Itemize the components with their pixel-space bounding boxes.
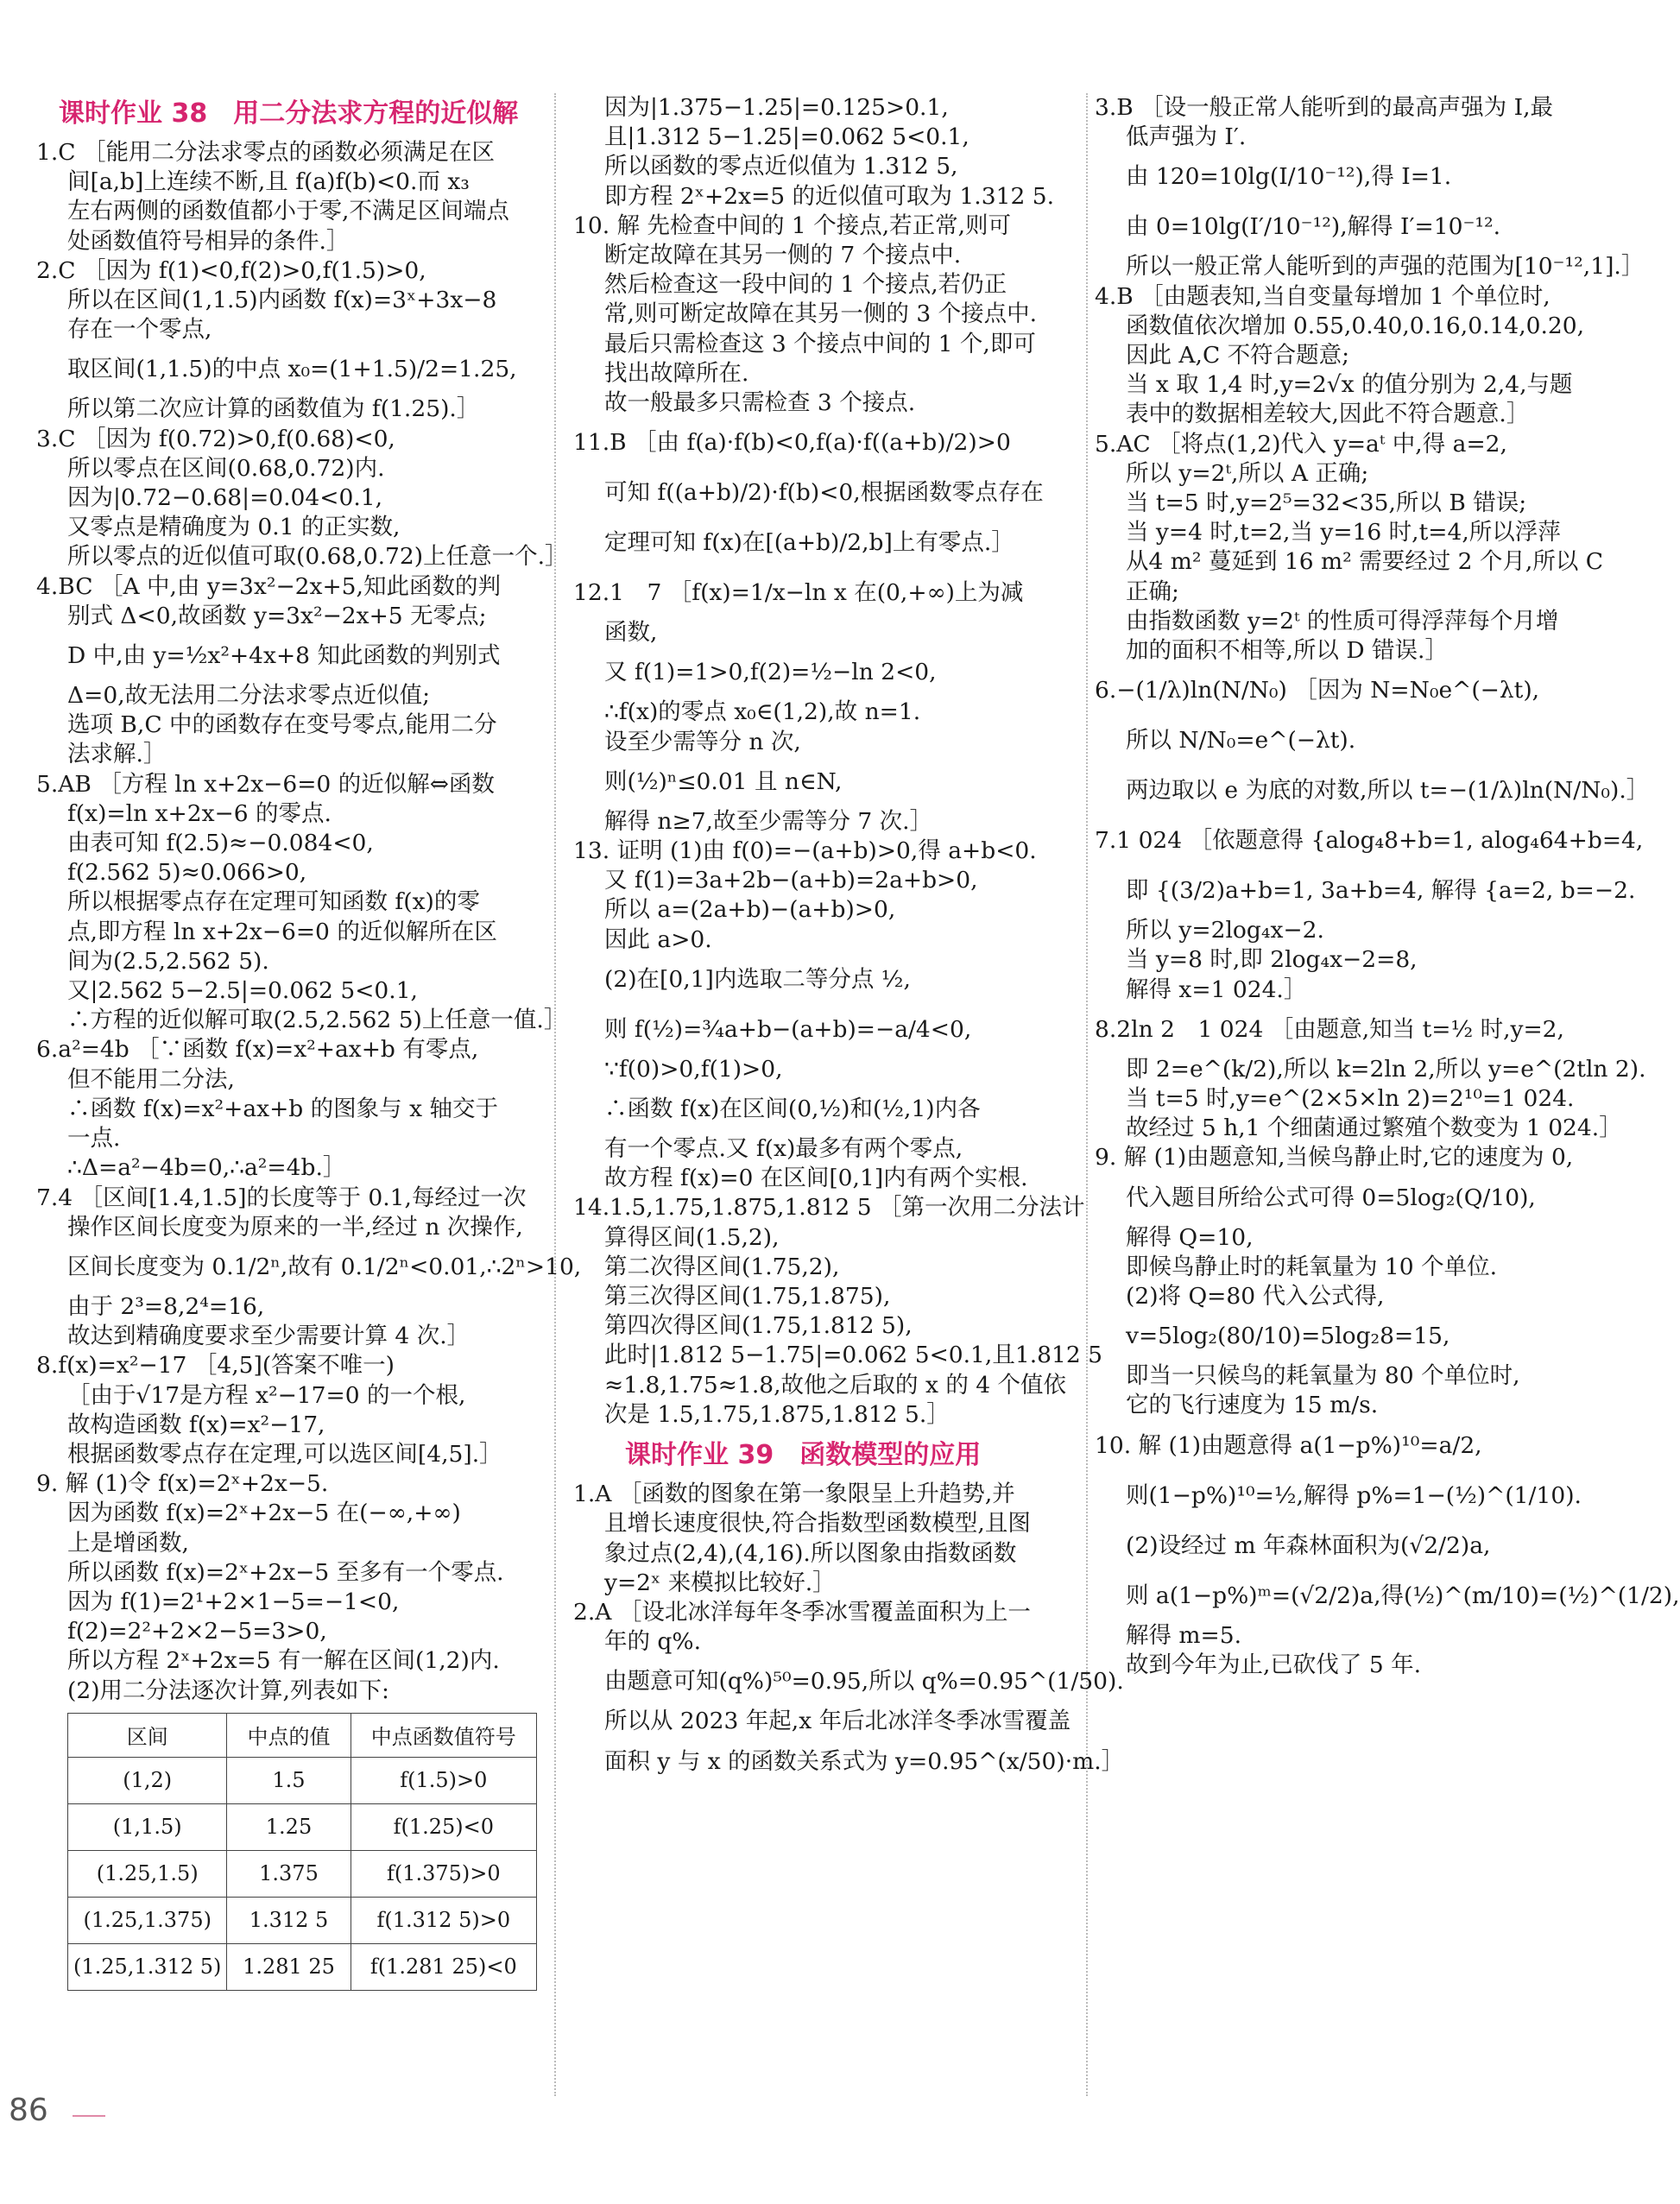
text-line: 由表可知 f(2.5)≈−0.084<0, — [67, 830, 374, 857]
table-cell: f(1.25)<0 — [351, 1803, 536, 1850]
column-divider — [554, 93, 556, 2096]
text-line: ∴f(x)的零点 x₀∈(1,2),故 n=1. — [604, 698, 921, 726]
text-line: 7.1 024 ［依题意得 {alog₄8+b=1, alog₄64+b=4, — [1095, 827, 1644, 855]
text-line: (2)用二分法逐次计算,列表如下: — [67, 1677, 389, 1704]
text-line: 所以 N/N₀=e^(−λt). — [1126, 727, 1356, 755]
text-line: 14.1.5,1.75,1.875,1.812 5 ［第一次用二分法计 — [573, 1194, 1085, 1222]
column-right — [1095, 93, 1680, 1680]
text-line: 当 t=5 时,y=e^(2×5×ln 2)=2¹⁰=1 024. — [1126, 1085, 1575, 1113]
text-line: 所以函数的零点近似值为 1.312 5, — [604, 153, 958, 180]
text-line: v=5log₂(80/10)=5log₂8=15, — [1126, 1323, 1450, 1350]
text-line: 低声强为 I′. — [1126, 123, 1247, 151]
text-line: 正确; — [1126, 578, 1179, 605]
text-line: 10. 解 (1)由题意得 a(1−p%)¹⁰=a/2, — [1095, 1431, 1482, 1459]
text-line: f(2)=2²+2×2−5=3>0, — [67, 1618, 327, 1645]
text-line: 故到今年为止,已砍伐了 5 年. — [1126, 1651, 1422, 1678]
text-line: 一点. — [67, 1125, 121, 1153]
text-line: 间[a,b]上连续不断,且 f(a)f(b)<0.而 x₃ — [67, 168, 470, 196]
text-line: 5.AB ［方程 ln x+2x−6=0 的近似解⇔函数 — [36, 770, 495, 798]
table-cell: 1.25 — [227, 1803, 351, 1850]
table-cell: (1,1.5) — [68, 1803, 227, 1850]
text-line: 即候鸟静止时的耗氧量为 10 个单位. — [1126, 1253, 1497, 1280]
text-line: 年的 q%. — [604, 1628, 701, 1656]
text-line: D 中,由 y=½x²+4x+8 知此函数的判别式 — [67, 642, 501, 670]
table-cell: 1.312 5 — [227, 1897, 351, 1943]
text-line: 又|2.562 5−2.5|=0.062 5<0.1, — [67, 977, 418, 1005]
text-line: 常,则可断定故障在其另一侧的 3 个接点中. — [604, 300, 1038, 328]
text-line: 则 a(1−p%)ᵐ=(√2/2)a,得(½)^(m/10)=(½)^(1/2), — [1126, 1582, 1680, 1609]
text-line: 且增长速度很快,符合指数型函数模型,且图 — [604, 1510, 1031, 1538]
page-number: 86 — [9, 2093, 48, 2128]
text-line: (2)在[0,1]内选取二等分点 ½, — [604, 965, 911, 993]
table-row — [68, 1943, 537, 1990]
text-line: 象过点(2,4),(4,16).所以图象由指数函数 — [604, 1539, 1017, 1567]
table-cell: 1.5 — [227, 1757, 351, 1803]
table-header-cell: 中点函数值符号 — [351, 1713, 536, 1757]
answers-38 — [36, 138, 582, 1706]
text-line: (2)将 Q=80 代入公式得, — [1126, 1283, 1385, 1310]
table-row — [68, 1897, 537, 1943]
text-line: 所以根据零点存在定理可知函数 f(x)的零 — [67, 888, 480, 916]
text-line: 故方程 f(x)=0 在区间[0,1]内有两个实根. — [604, 1165, 1028, 1192]
table-cell: f(1.281 25)<0 — [351, 1943, 536, 1990]
text-line: 5.AC ［将点(1,2)代入 y=aᵗ 中,得 a=2, — [1095, 430, 1507, 458]
text-line: 区间长度变为 0.1/2ⁿ,故有 0.1/2ⁿ<0.01,∴2ⁿ>10, — [67, 1253, 582, 1280]
text-line: 然后检查这一段中间的 1 个接点,若仍正 — [604, 271, 1007, 299]
text-line: 有一个零点.又 f(x)最多有两个零点, — [604, 1135, 963, 1163]
text-line: 6.a²=4b ［∵函数 f(x)=x²+ax+b 有零点, — [36, 1036, 479, 1064]
text-line: 最后只需检查这 3 个接点中间的 1 个,即可 — [604, 330, 1036, 357]
text-line: 由 0=10lg(I′/10⁻¹²),解得 I′=10⁻¹². — [1126, 213, 1501, 241]
text-line: y=2ˣ 来模拟比较好.］ — [604, 1569, 836, 1596]
text-line: 所以 y=2log₄x−2. — [1126, 917, 1324, 944]
column-left — [36, 93, 582, 1991]
answers-39 — [573, 1480, 1125, 1786]
text-line: 6.−(1/λ)ln(N/N₀) ［因为 N=N₀e^(−λt), — [1095, 677, 1540, 704]
text-line: 3.B ［设一般正常人能听到的最高声强为 I,最 — [1095, 94, 1553, 121]
text-line: 1.A ［函数的图象在第一象限呈上升趋势,并 — [573, 1481, 1015, 1508]
table-header-cell: 区间 — [68, 1713, 227, 1757]
text-line: 定理可知 f(x)在[(a+b)/2,b]上有零点.］ — [604, 529, 1014, 557]
text-line: 取区间(1,1.5)的中点 x₀=(1+1.5)/2=1.25, — [67, 356, 517, 383]
text-line: 9. 解 (1)由题意知,当候鸟静止时,它的速度为 0, — [1095, 1144, 1574, 1171]
text-line: 当 y=4 时,t=2,当 y=16 时,t=4,所以浮萍 — [1126, 519, 1561, 546]
text-line: 找出故障所在. — [604, 359, 749, 387]
text-line: 8.f(x)=x²−17 ［4,5](答案不唯一) — [36, 1352, 395, 1380]
text-line: 12.1 7 ［f(x)=1/x−ln x 在(0,+∞)上为减 — [573, 579, 1024, 607]
text-line: 所以零点的近似值可取(0.68,0.72)上任意一个.］ — [67, 543, 568, 571]
text-line: 面积 y 与 x 的函数关系式为 y=0.95^(x/50)·m.］ — [604, 1747, 1125, 1775]
table-cell: f(1.312 5)>0 — [351, 1897, 536, 1943]
text-line: 函数值依次增加 0.55,0.40,0.16,0.14,0.20, — [1126, 312, 1585, 339]
text-line: 当 t=5 时,y=2⁵=32<35,所以 B 错误; — [1126, 489, 1527, 517]
text-line: 所以 y=2ᵗ,所以 A 正确; — [1126, 459, 1369, 487]
text-line: 但不能用二分法, — [67, 1065, 235, 1093]
table-cell: (1.25,1.312 5) — [68, 1943, 227, 1990]
text-line: 又 f(1)=1>0,f(2)=½−ln 2<0, — [604, 659, 937, 686]
text-line: 当 x 取 1,4 时,y=2√x 的值分别为 2,4,与题 — [1126, 371, 1573, 399]
text-line: 操作区间长度变为原来的一半,经过 n 次操作, — [67, 1213, 523, 1241]
text-line: 根据函数零点存在定理,可以选区间[4,5].］ — [67, 1440, 502, 1468]
text-line: 8.2ln 2 1 024 ［由题意,知当 t=½ 时,y=2, — [1095, 1015, 1564, 1043]
text-line: 即当一只候鸟的耗氧量为 80 个单位时, — [1126, 1362, 1520, 1390]
text-line: 所以 a=(2a+b)−(a+b)>0, — [604, 896, 896, 924]
text-line: 由 120=10lg(I/10⁻¹²),得 I=1. — [1126, 163, 1452, 191]
text-line: 又零点是精确度为 0.1 的正实数, — [67, 514, 401, 541]
text-line: 因此 a>0. — [604, 925, 712, 953]
text-line: 算得区间(1.5,2), — [604, 1223, 780, 1251]
text-line: 所以第二次应计算的函数值为 f(1.25).］ — [67, 395, 480, 423]
section-title-39: 课时作业 39 函数模型的应用 — [625, 1440, 982, 1471]
answers-39-cont — [1095, 93, 1680, 1680]
page-number-bar — [73, 2115, 105, 2117]
text-line: 13. 证明 (1)由 f(0)=−(a+b)>0,得 a+b<0. — [573, 837, 1037, 865]
text-line: 从4 m² 蔓延到 16 m² 需要经过 2 个月,所以 C — [1126, 548, 1604, 576]
bisection-table — [67, 1713, 537, 1991]
text-line: 所以方程 2ˣ+2x=5 有一解在区间(1,2)内. — [67, 1647, 500, 1675]
text-line: 所以函数 f(x)=2ˣ+2x−5 至多有一个零点. — [67, 1558, 504, 1586]
table-cell: f(1.5)>0 — [351, 1757, 536, 1803]
text-line: 则(½)ⁿ≤0.01 且 n∈N, — [604, 767, 843, 795]
text-line: 可知 f((a+b)/2)·f(b)<0,根据函数零点存在 — [604, 479, 1044, 507]
table-cell: 1.375 — [227, 1850, 351, 1897]
text-line: 4.BC ［A 中,由 y=3x²−2x+5,知此函数的判 — [36, 572, 501, 600]
text-line: 即 2=e^(k/2),所以 k=2ln 2,所以 y=e^(2tln 2). — [1126, 1055, 1646, 1083]
text-line: 所以从 2023 年起,x 年后北冰洋冬季冰雪覆盖 — [604, 1708, 1071, 1735]
text-line: 由于 2³=8,2⁴=16, — [67, 1292, 265, 1320]
text-line: 设至少需等分 n 次, — [604, 728, 801, 755]
column-divider — [1086, 93, 1088, 2096]
text-line: 点,即方程 ln x+2x−6=0 的近似解所在区 — [67, 918, 497, 945]
text-line: 11.B ［由 f(a)·f(b)<0,f(a)·f((a+b)/2)>0 — [573, 429, 1011, 457]
answers-38-cont — [573, 93, 1102, 1430]
table-row — [68, 1803, 537, 1850]
text-line: 因为|1.375−1.25|=0.125>0.1, — [604, 94, 949, 121]
text-line: 法求解.］ — [67, 741, 167, 768]
text-line: 此时|1.812 5−1.75|=0.062 5<0.1,且1.812 5 — [604, 1342, 1102, 1369]
text-line: ≈1.8,1.75≈1.8,故他之后取的 x 的 4 个值依 — [604, 1371, 1067, 1399]
text-line: 左右两侧的函数值都小于零,不满足区间端点 — [67, 198, 509, 225]
text-line: 10. 解 先检查中间的 1 个接点,若正常,则可 — [573, 212, 1012, 239]
text-line: Δ=0,故无法用二分法求零点近似值; — [67, 682, 431, 710]
table-cell: (1,2) — [68, 1757, 227, 1803]
text-line: 因为 f(1)=2¹+2×1−5=−1<0, — [67, 1588, 400, 1615]
text-line: 函数, — [604, 619, 658, 647]
text-line: 2.C ［因为 f(1)<0,f(2)>0,f(1.5)>0, — [36, 256, 426, 284]
text-line: 4.B ［由题表知,当自变量每增加 1 个单位时, — [1095, 282, 1551, 310]
text-line: 它的飞行速度为 15 m/s. — [1126, 1392, 1379, 1419]
text-line: ∴方程的近似解可取(2.5,2.562 5)上任意一值.］ — [67, 1007, 567, 1034]
text-line: 因此 A,C 不符合题意; — [1126, 342, 1350, 369]
text-line: 则(1−p%)¹⁰=½,解得 p%=1−(½)^(1/10). — [1126, 1481, 1582, 1509]
text-line: 第二次得区间(1.75,2), — [604, 1253, 840, 1280]
text-line: f(2.562 5)≈0.066>0, — [67, 859, 307, 887]
text-line: ［由于√17是方程 x²−17=0 的一个根, — [67, 1381, 466, 1409]
section-title-38: 课时作业 38 用二分法求方程的近似解 — [59, 98, 519, 129]
text-line: 断定故障在其另一侧的 7 个接点中. — [604, 242, 962, 269]
text-line: 因为|0.72−0.68|=0.04<0.1, — [67, 484, 383, 512]
table-header-cell: 中点的值 — [227, 1713, 351, 1757]
text-line: (2)设经过 m 年森林面积为(√2/2)a, — [1126, 1531, 1491, 1559]
text-line: 故一般最多只需检查 3 个接点. — [604, 389, 916, 417]
text-line: 加的面积不相等,所以 D 错误.］ — [1126, 637, 1448, 665]
text-line: ∵f(0)>0,f(1)>0, — [604, 1055, 783, 1083]
text-line: 所以零点在区间(0.68,0.72)内. — [67, 454, 385, 482]
text-line: 7.4 ［区间[1.4,1.5]的长度等于 0.1,每经过一次 — [36, 1184, 527, 1211]
text-line: 解得 n≥7,故至少需等分 7 次.］ — [604, 807, 933, 835]
text-line: 即 {(3/2)a+b=1, 3a+b=4, 解得 {a=2, b=−2. — [1126, 877, 1636, 905]
text-line: 代入题目所给公式可得 0=5log₂(Q/10), — [1126, 1184, 1536, 1211]
text-line: 解得 m=5. — [1126, 1621, 1242, 1649]
text-line: 故达到精确度要求至少需要计算 4 次.］ — [67, 1323, 471, 1350]
text-line: 第四次得区间(1.75,1.812 5), — [604, 1312, 913, 1340]
text-line: 因为函数 f(x)=2ˣ+2x−5 在(−∞,+∞) — [67, 1500, 461, 1527]
text-line: 又 f(1)=3a+2b−(a+b)=2a+b>0, — [604, 867, 978, 894]
text-line: 当 y=8 时,即 2log₄x−2=8, — [1126, 946, 1418, 974]
table-cell: f(1.375)>0 — [351, 1850, 536, 1897]
text-line: 间为(2.5,2.562 5). — [67, 947, 269, 975]
text-line: 处函数值符号相异的条件.］ — [67, 227, 350, 255]
text-line: 上是增函数, — [67, 1529, 189, 1557]
text-line: ∴函数 f(x)在区间(0,½)和(½,1)内各 — [604, 1096, 981, 1123]
text-line: 解得 Q=10, — [1126, 1223, 1254, 1251]
table-row — [68, 1757, 537, 1803]
column-middle — [573, 93, 1125, 1787]
table-row — [68, 1850, 537, 1897]
text-line: 两边取以 e 为底的对数,所以 t=−(1/λ)ln(N/N₀).］ — [1126, 777, 1650, 805]
text-line: 所以一般正常人能听到的声强的范围为[10⁻¹²,1].］ — [1126, 253, 1645, 281]
table-cell: (1.25,1.375) — [68, 1897, 227, 1943]
text-line: 别式 Δ<0,故函数 y=3x²−2x+5 无零点; — [67, 602, 487, 629]
text-line: 由指数函数 y=2ᵗ 的性质可得浮萍每个月增 — [1126, 607, 1559, 635]
text-line: ∴函数 f(x)=x²+ax+b 的图象与 x 轴交于 — [67, 1095, 498, 1122]
text-line: 则 f(½)=¾a+b−(a+b)=−a/4<0, — [604, 1015, 972, 1043]
text-line: 第三次得区间(1.75,1.875), — [604, 1283, 891, 1310]
table-cell: (1.25,1.5) — [68, 1850, 227, 1897]
text-line: 1.C ［能用二分法求零点的函数必须满足在区 — [36, 139, 495, 166]
text-line: 解得 x=1 024.］ — [1126, 976, 1307, 1003]
text-line: 次是 1.5,1.75,1.875,1.812 5.］ — [604, 1400, 950, 1428]
text-line: 即方程 2ˣ+2x=5 的近似值可取为 1.312 5. — [604, 182, 1055, 210]
text-line: 且|1.312 5−1.25|=0.062 5<0.1, — [604, 123, 969, 151]
text-line: 故经过 5 h,1 个细菌通过繁殖个数变为 1 024.］ — [1126, 1115, 1622, 1142]
text-line: f(x)=ln x+2x−6 的零点. — [67, 799, 332, 827]
text-line: 所以在区间(1,1.5)内函数 f(x)=3ˣ+3x−8 — [67, 287, 497, 314]
text-line: ∴Δ=a²−4b=0,∴a²=4b.］ — [67, 1154, 346, 1182]
text-line: 3.C ［因为 f(0.72)>0,f(0.68)<0, — [36, 425, 395, 452]
table-cell: 1.281 25 — [227, 1943, 351, 1990]
text-line: 由题意可知(q%)⁵⁰=0.95,所以 q%=0.95^(1/50). — [604, 1668, 1124, 1696]
text-line: 表中的数据相差较大,因此不符合题意.］ — [1126, 401, 1530, 428]
text-line: 选项 B,C 中的函数存在变号零点,能用二分 — [67, 711, 497, 739]
text-line: 存在一个零点, — [67, 316, 212, 344]
text-line: 9. 解 (1)令 f(x)=2ˣ+2x−5. — [36, 1470, 329, 1498]
text-line: 故构造函数 f(x)=x²−17, — [67, 1411, 325, 1438]
text-line: 2.A ［设北冰洋每年冬季冰雪覆盖面积为上一 — [573, 1598, 1031, 1626]
